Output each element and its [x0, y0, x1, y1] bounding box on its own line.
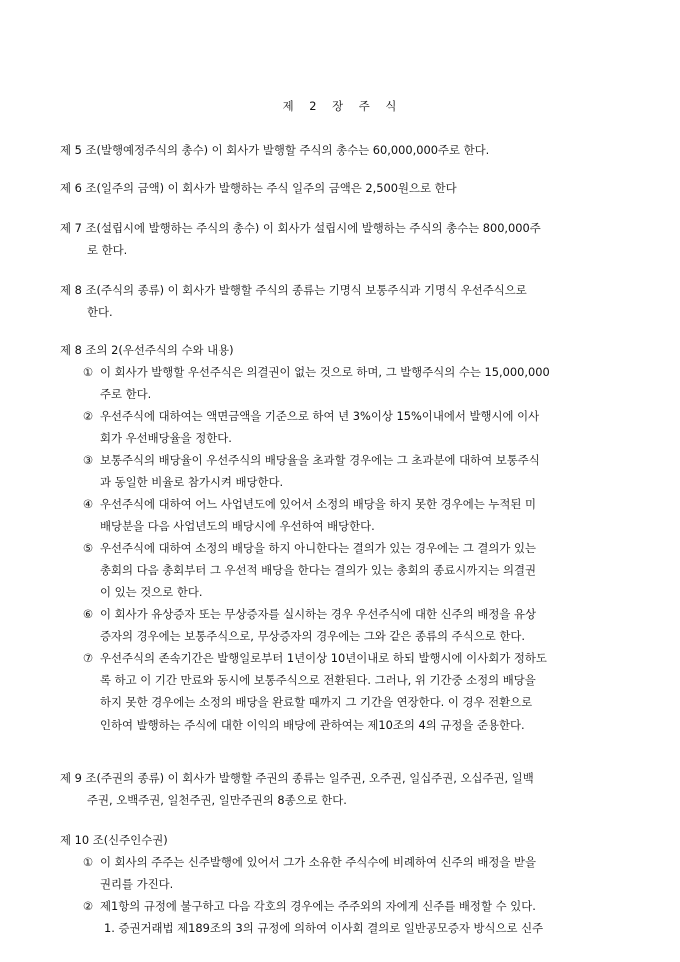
- clause-7: [80, 647, 626, 736]
- clause-number: ①: [82, 365, 94, 379]
- clause-4: [80, 493, 626, 537]
- clause-number: ③: [82, 453, 94, 467]
- clause-5: [80, 537, 626, 604]
- clause-number: ⑤: [82, 541, 94, 555]
- article-8: [60, 279, 626, 323]
- clause-line: 회가 우선배당율을 정한다.: [100, 431, 232, 446]
- clause-line: 인하여 발행하는 주식에 대한 이익의 배당에 관하여는 제10조의 4의 규정을 준용한다.: [100, 717, 525, 732]
- clause-line: 하지 못한 경우에는 소정의 배당을 완료할 때까지 그 기간을 연장한다. 이 경우 전환으로: [100, 695, 533, 710]
- article-7: [60, 217, 626, 261]
- clause-line: 록 하고 이 기간 만료와 동시에 보통주식으로 전환된다. 그러나, 위 기간중 소정의 배당을: [100, 673, 536, 688]
- clause-line: 우선주식에 대하여 소정의 배당을 하지 아니한다는 결의가 있는 경우에는 그 결의가 있는: [100, 541, 536, 555]
- clause-number: ⑥: [82, 607, 94, 621]
- clause-number: ②: [82, 899, 94, 913]
- clause-number: ②: [82, 409, 94, 423]
- clause-number: ①: [82, 855, 94, 869]
- article-9: [60, 767, 626, 811]
- article-6: [60, 177, 626, 199]
- chapter-title: 제 2 장 주 식: [282, 99, 398, 113]
- article-8-2: [60, 339, 626, 361]
- clause-line: 이 있는 것으로 한다.: [100, 585, 203, 600]
- clause-10-1: [80, 851, 626, 895]
- clause-1: [80, 361, 626, 405]
- clause-line: 우선주식의 존속기간은 발행일로부터 1년이상 10년이내로 하되 발행시에 이사회가 정하도: [100, 651, 547, 665]
- clause-line: 이 회사의 주주는 신주발행에 있어서 그가 소유한 주식수에 비례하여 신주의 배정을 받을: [100, 855, 536, 869]
- clause-line: 이 회사가 발행할 우선주식은 의결권이 없는 것으로 하며, 그 발행주식의 수는 15,000,000: [100, 365, 550, 379]
- clause-10-2-item-1: 1. 증권거래법 제189조의 3의 규정에 의하여 이사회 결의로 일반공모증자 방식으로 신주: [104, 921, 544, 935]
- clause-2: [80, 405, 626, 449]
- clause-number: ⑦: [82, 651, 94, 665]
- clause-line: 우선주식에 대하여는 액면금액을 기준으로 하여 년 3%이상 15%이내에서 발행시에 이사: [100, 409, 540, 423]
- article-5: [60, 139, 626, 161]
- clause-line: 과 동일한 비율로 참가시켜 배당한다.: [100, 475, 284, 490]
- article-10: [60, 829, 626, 851]
- clause-line: 이 회사가 유상증자 또는 무상증자를 실시하는 경우 우선주식에 대한 신주의 배정을 유상: [100, 607, 536, 621]
- article-continuation: 주권, 오백주권, 일천주권, 일만주권의 8종으로 한다.: [87, 793, 347, 807]
- clause-line: 총회의 다음 총회부터 그 우선적 배당을 한다는 결의가 있는 총회의 종료시까지는 의결권: [100, 563, 536, 578]
- clause-line: 보통주식의 배당율이 우선주식의 배당율을 초과할 경우에는 그 초과분에 대하여 보통주식: [100, 453, 540, 467]
- clause-line: 배당분을 다음 사업년도의 배당시에 우선하여 배당한다.: [100, 519, 375, 534]
- clause-number: ④: [82, 497, 94, 511]
- article-heading: 제 5 조(발행예정주식의 총수) 이 회사가 발행할 주식의 총수는 60,000,000주로 한다.: [60, 143, 490, 157]
- article-heading: 제 6 조(일주의 금액) 이 회사가 발행하는 주식 일주의 금액은 2,500원으로 한다: [60, 181, 457, 195]
- clause-10-2: [80, 895, 626, 917]
- clause-line: 권리를 가진다.: [100, 877, 174, 892]
- article-heading: 제 9 조(주권의 종류) 이 회사가 발행할 주권의 종류는 일주권, 오주권, 일십주권, 오십주권, 일백: [60, 771, 534, 785]
- article-heading: 제 7 조(설립시에 발행하는 주식의 총수) 이 회사가 설립시에 발행하는 주식의 총수는 800,000주: [60, 221, 541, 235]
- clause-line: 주로 한다.: [100, 387, 152, 402]
- article-heading: 제 8 조의 2(우선주식의 수와 내용): [60, 343, 234, 357]
- article-heading: 제 8 조(주식의 종류) 이 회사가 발행할 주식의 종류는 기명식 보통주식과 기명식 우선주식으로: [60, 283, 527, 297]
- article-continuation: 로 한다.: [87, 243, 128, 257]
- clause-6: [80, 603, 626, 647]
- clause-line: 증자의 경우에는 보통주식으로, 무상증자의 경우에는 그와 같은 종류의 주식으로 한다.: [100, 629, 525, 644]
- clause-line: 우선주식에 대하여 어느 사업년도에 있어서 소정의 배당을 하지 못한 경우에는 누적된 미: [100, 497, 536, 511]
- clause-3: [80, 449, 626, 493]
- article-continuation: 한다.: [87, 305, 113, 319]
- clause-line: 제1항의 규정에 불구하고 다음 각호의 경우에는 주주외의 자에게 신주를 배정할 수 있다.: [100, 899, 536, 913]
- article-heading: 제 10 조(신주인수권): [60, 833, 168, 847]
